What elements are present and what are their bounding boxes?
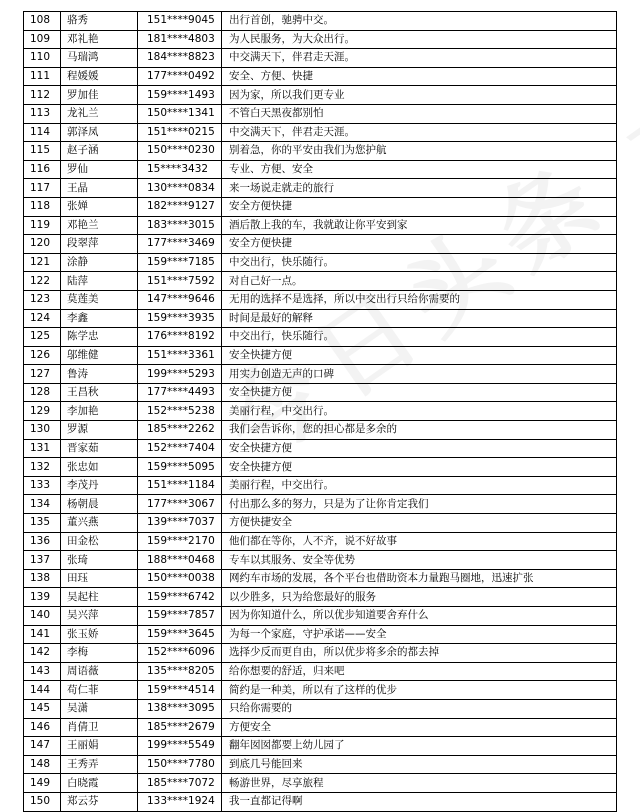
table-row (24, 551, 617, 570)
row-phone: 133****1924 (138, 792, 222, 811)
row-number: 125 (24, 328, 61, 347)
table-row (24, 718, 617, 737)
table-row (24, 160, 617, 179)
row-number: 140 (24, 607, 61, 626)
row-number: 130 (24, 421, 61, 440)
row-slogan: 简约是一种美，所以有了这样的优步 (222, 681, 617, 700)
row-slogan: 我们会告诉你，您的担心都是多余的 (222, 421, 617, 440)
table-row (24, 662, 617, 681)
row-slogan: 无用的选择不是选择，所以中交出行只给你需要的 (222, 290, 617, 309)
row-number: 113 (24, 104, 61, 123)
row-name: 邓艳兰 (61, 216, 138, 235)
row-phone: 184****8823 (138, 49, 222, 68)
table-row (24, 383, 617, 402)
table-row (24, 365, 617, 384)
table-row (24, 514, 617, 533)
row-number: 109 (24, 30, 61, 49)
row-phone: 183****3015 (138, 216, 222, 235)
row-slogan: 畅游世界，尽享旅程 (222, 774, 617, 793)
row-name: 程媛媛 (61, 67, 138, 86)
row-slogan: 给你想要的舒适，归来吧 (222, 662, 617, 681)
row-phone: 177****0492 (138, 67, 222, 86)
row-phone: 181****4803 (138, 30, 222, 49)
table-row (24, 402, 617, 421)
table-row (24, 532, 617, 551)
row-phone: 185****2262 (138, 421, 222, 440)
row-name: 郑云芬 (61, 792, 138, 811)
row-name: 陈学忠 (61, 328, 138, 347)
row-name: 王秀弄 (61, 755, 138, 774)
row-name: 李茂丹 (61, 476, 138, 495)
row-phone: 130****0834 (138, 179, 222, 198)
row-number: 148 (24, 755, 61, 774)
row-phone: 15****3432 (138, 160, 222, 179)
table-row (24, 123, 617, 142)
row-name: 张玉娇 (61, 625, 138, 644)
row-number: 119 (24, 216, 61, 235)
row-slogan: 来一场说走就走的旅行 (222, 179, 617, 198)
row-slogan: 方便安全 (222, 718, 617, 737)
row-name: 肖倩卫 (61, 718, 138, 737)
row-slogan: 用实力创造无声的口碑 (222, 365, 617, 384)
row-slogan: 翻年囡囡都要上幼儿园了 (222, 737, 617, 756)
row-phone: 152****5238 (138, 402, 222, 421)
row-name: 苟仁菲 (61, 681, 138, 700)
row-phone: 150****0038 (138, 569, 222, 588)
row-name: 涂静 (61, 253, 138, 272)
row-number: 108 (24, 12, 61, 31)
slogan-table (23, 11, 617, 812)
table-row (24, 625, 617, 644)
row-name: 白晓霞 (61, 774, 138, 793)
row-slogan: 中交满天下，伴君走天涯。 (222, 123, 617, 142)
row-number: 127 (24, 365, 61, 384)
row-name: 张婵 (61, 197, 138, 216)
row-number: 110 (24, 49, 61, 68)
row-phone: 151****3361 (138, 346, 222, 365)
row-name: 王昌秋 (61, 383, 138, 402)
table-row (24, 495, 617, 514)
table-row (24, 142, 617, 161)
row-slogan: 专车以其服务、安全等优势 (222, 551, 617, 570)
row-phone: 152****6096 (138, 644, 222, 663)
table-row (24, 737, 617, 756)
row-phone: 151****9045 (138, 12, 222, 31)
table-row (24, 67, 617, 86)
row-phone: 177****3067 (138, 495, 222, 514)
row-name: 莫莲美 (61, 290, 138, 309)
row-phone: 151****7592 (138, 272, 222, 291)
row-name: 吴兴萍 (61, 607, 138, 626)
row-phone: 151****0215 (138, 123, 222, 142)
row-slogan: 他们都在等你，人不齐，说不好故事 (222, 532, 617, 551)
table-row (24, 476, 617, 495)
table-row (24, 104, 617, 123)
row-number: 114 (24, 123, 61, 142)
row-slogan: 安全方便快捷 (222, 197, 617, 216)
row-name: 吴起柱 (61, 588, 138, 607)
row-phone: 185****2679 (138, 718, 222, 737)
row-name: 段翠萍 (61, 235, 138, 254)
row-number: 142 (24, 644, 61, 663)
row-name: 罗加佳 (61, 86, 138, 105)
row-phone: 150****7780 (138, 755, 222, 774)
row-phone: 150****1341 (138, 104, 222, 123)
row-number: 136 (24, 532, 61, 551)
row-number: 111 (24, 67, 61, 86)
row-name: 李梅 (61, 644, 138, 663)
row-phone: 159****3645 (138, 625, 222, 644)
row-slogan: 酒后散上我的车，我就敢让你平安到家 (222, 216, 617, 235)
row-phone: 159****5095 (138, 458, 222, 477)
row-name: 骆秀 (61, 12, 138, 31)
row-name: 李鑫 (61, 309, 138, 328)
row-phone: 152****7404 (138, 439, 222, 458)
row-slogan: 选择少反而更自由，所以优步将多余的都去掉 (222, 644, 617, 663)
row-slogan: 以少胜多，只为给您最好的服务 (222, 588, 617, 607)
row-name: 罗源 (61, 421, 138, 440)
row-phone: 159****3935 (138, 309, 222, 328)
row-name: 陆萍 (61, 272, 138, 291)
table-row (24, 12, 617, 31)
row-slogan: 专业、方便、安全 (222, 160, 617, 179)
row-number: 144 (24, 681, 61, 700)
row-name: 王晶 (61, 179, 138, 198)
row-name: 龙礼兰 (61, 104, 138, 123)
row-name: 邓礼艳 (61, 30, 138, 49)
table-row (24, 774, 617, 793)
row-number: 115 (24, 142, 61, 161)
table-row (24, 699, 617, 718)
row-slogan: 出行首创，驰骋中交。 (222, 12, 617, 31)
row-number: 145 (24, 699, 61, 718)
row-slogan: 对自己好一点。 (222, 272, 617, 291)
row-name: 张琦 (61, 551, 138, 570)
row-phone: 199****5549 (138, 737, 222, 756)
row-number: 129 (24, 402, 61, 421)
row-number: 143 (24, 662, 61, 681)
row-number: 116 (24, 160, 61, 179)
row-slogan: 为人民服务，为大众出行。 (222, 30, 617, 49)
row-slogan: 中交出行，快乐随行。 (222, 328, 617, 347)
table-row (24, 755, 617, 774)
row-phone: 159****7185 (138, 253, 222, 272)
row-slogan: 中交出行，快乐随行。 (222, 253, 617, 272)
table-row (24, 253, 617, 272)
row-name: 王丽娟 (61, 737, 138, 756)
row-slogan: 到底几号能回来 (222, 755, 617, 774)
row-number: 150 (24, 792, 61, 811)
row-phone: 199****5293 (138, 365, 222, 384)
row-number: 112 (24, 86, 61, 105)
row-slogan: 安全、方便、快捷 (222, 67, 617, 86)
row-name: 邬维健 (61, 346, 138, 365)
table-row (24, 458, 617, 477)
row-number: 135 (24, 514, 61, 533)
table-row (24, 644, 617, 663)
row-slogan: 只给你需要的 (222, 699, 617, 718)
table-row (24, 421, 617, 440)
row-slogan: 为每一个家庭，守护承诺——安全 (222, 625, 617, 644)
row-name: 马瑞鸿 (61, 49, 138, 68)
table-row (24, 792, 617, 811)
row-phone: 159****2170 (138, 532, 222, 551)
row-slogan: 美丽行程，中交出行。 (222, 476, 617, 495)
row-number: 139 (24, 588, 61, 607)
row-number: 149 (24, 774, 61, 793)
row-number: 128 (24, 383, 61, 402)
row-slogan: 时间是最好的解释 (222, 309, 617, 328)
row-number: 122 (24, 272, 61, 291)
row-slogan: 付出那么多的努力，只是为了让你肯定我们 (222, 495, 617, 514)
row-number: 138 (24, 569, 61, 588)
row-phone: 182****9127 (138, 197, 222, 216)
row-number: 120 (24, 235, 61, 254)
row-name: 郭泽凤 (61, 123, 138, 142)
row-number: 141 (24, 625, 61, 644)
row-number: 131 (24, 439, 61, 458)
row-name: 田金松 (61, 532, 138, 551)
row-number: 132 (24, 458, 61, 477)
row-slogan: 因为家，所以我们更专业 (222, 86, 617, 105)
row-name: 罗仙 (61, 160, 138, 179)
row-name: 周语薇 (61, 662, 138, 681)
row-phone: 185****7072 (138, 774, 222, 793)
row-name: 李加艳 (61, 402, 138, 421)
row-slogan: 我一直都记得啊 (222, 792, 617, 811)
row-phone: 139****7037 (138, 514, 222, 533)
row-slogan: 因为你知道什么，所以优步知道要舍弃什么 (222, 607, 617, 626)
row-name: 田珏 (61, 569, 138, 588)
table-row (24, 49, 617, 68)
table-row (24, 569, 617, 588)
row-slogan: 安全快捷方便 (222, 458, 617, 477)
table-body (24, 12, 617, 812)
table-row (24, 439, 617, 458)
row-phone: 159****4514 (138, 681, 222, 700)
table-row (24, 86, 617, 105)
row-number: 121 (24, 253, 61, 272)
row-phone: 159****7857 (138, 607, 222, 626)
row-phone: 188****0468 (138, 551, 222, 570)
row-number: 118 (24, 197, 61, 216)
table-row (24, 309, 617, 328)
row-slogan: 方便快捷安全 (222, 514, 617, 533)
row-phone: 177****3469 (138, 235, 222, 254)
row-number: 147 (24, 737, 61, 756)
row-phone: 138****3095 (138, 699, 222, 718)
table-row (24, 328, 617, 347)
table-row (24, 235, 617, 254)
row-name: 鲁涛 (61, 365, 138, 384)
row-number: 126 (24, 346, 61, 365)
row-phone: 159****6742 (138, 588, 222, 607)
row-number: 124 (24, 309, 61, 328)
table-row (24, 290, 617, 309)
row-slogan: 美丽行程，中交出行。 (222, 402, 617, 421)
row-slogan: 安全方便快捷 (222, 235, 617, 254)
row-phone: 135****8205 (138, 662, 222, 681)
row-number: 137 (24, 551, 61, 570)
row-phone: 159****1493 (138, 86, 222, 105)
table-row (24, 197, 617, 216)
row-name: 赵子涵 (61, 142, 138, 161)
row-name: 张忠如 (61, 458, 138, 477)
row-name: 董兴燕 (61, 514, 138, 533)
row-name: 杨朝晨 (61, 495, 138, 514)
row-slogan: 安全快捷方便 (222, 439, 617, 458)
row-phone: 176****8192 (138, 328, 222, 347)
table-row (24, 179, 617, 198)
table-row (24, 272, 617, 291)
row-slogan: 别着急，你的平安由我们为您护航 (222, 142, 617, 161)
row-slogan: 安全快捷方便 (222, 383, 617, 402)
row-slogan: 网约车市场的发展，各个平台也借助资本力量跑马圈地，迅速扩张 (222, 569, 617, 588)
table-row (24, 681, 617, 700)
row-name: 吴潇 (61, 699, 138, 718)
row-slogan: 安全快捷方便 (222, 346, 617, 365)
row-number: 146 (24, 718, 61, 737)
row-phone: 151****1184 (138, 476, 222, 495)
row-number: 117 (24, 179, 61, 198)
row-phone: 177****4493 (138, 383, 222, 402)
row-phone: 147****9646 (138, 290, 222, 309)
row-number: 123 (24, 290, 61, 309)
row-number: 133 (24, 476, 61, 495)
table-row (24, 30, 617, 49)
row-name: 晋家茹 (61, 439, 138, 458)
table-row (24, 346, 617, 365)
row-slogan: 中交满天下，伴君走天涯。 (222, 49, 617, 68)
row-phone: 150****0230 (138, 142, 222, 161)
row-slogan: 不管白天黑夜都别怕 (222, 104, 617, 123)
row-number: 134 (24, 495, 61, 514)
table-row (24, 588, 617, 607)
table-row (24, 607, 617, 626)
table-row (24, 216, 617, 235)
